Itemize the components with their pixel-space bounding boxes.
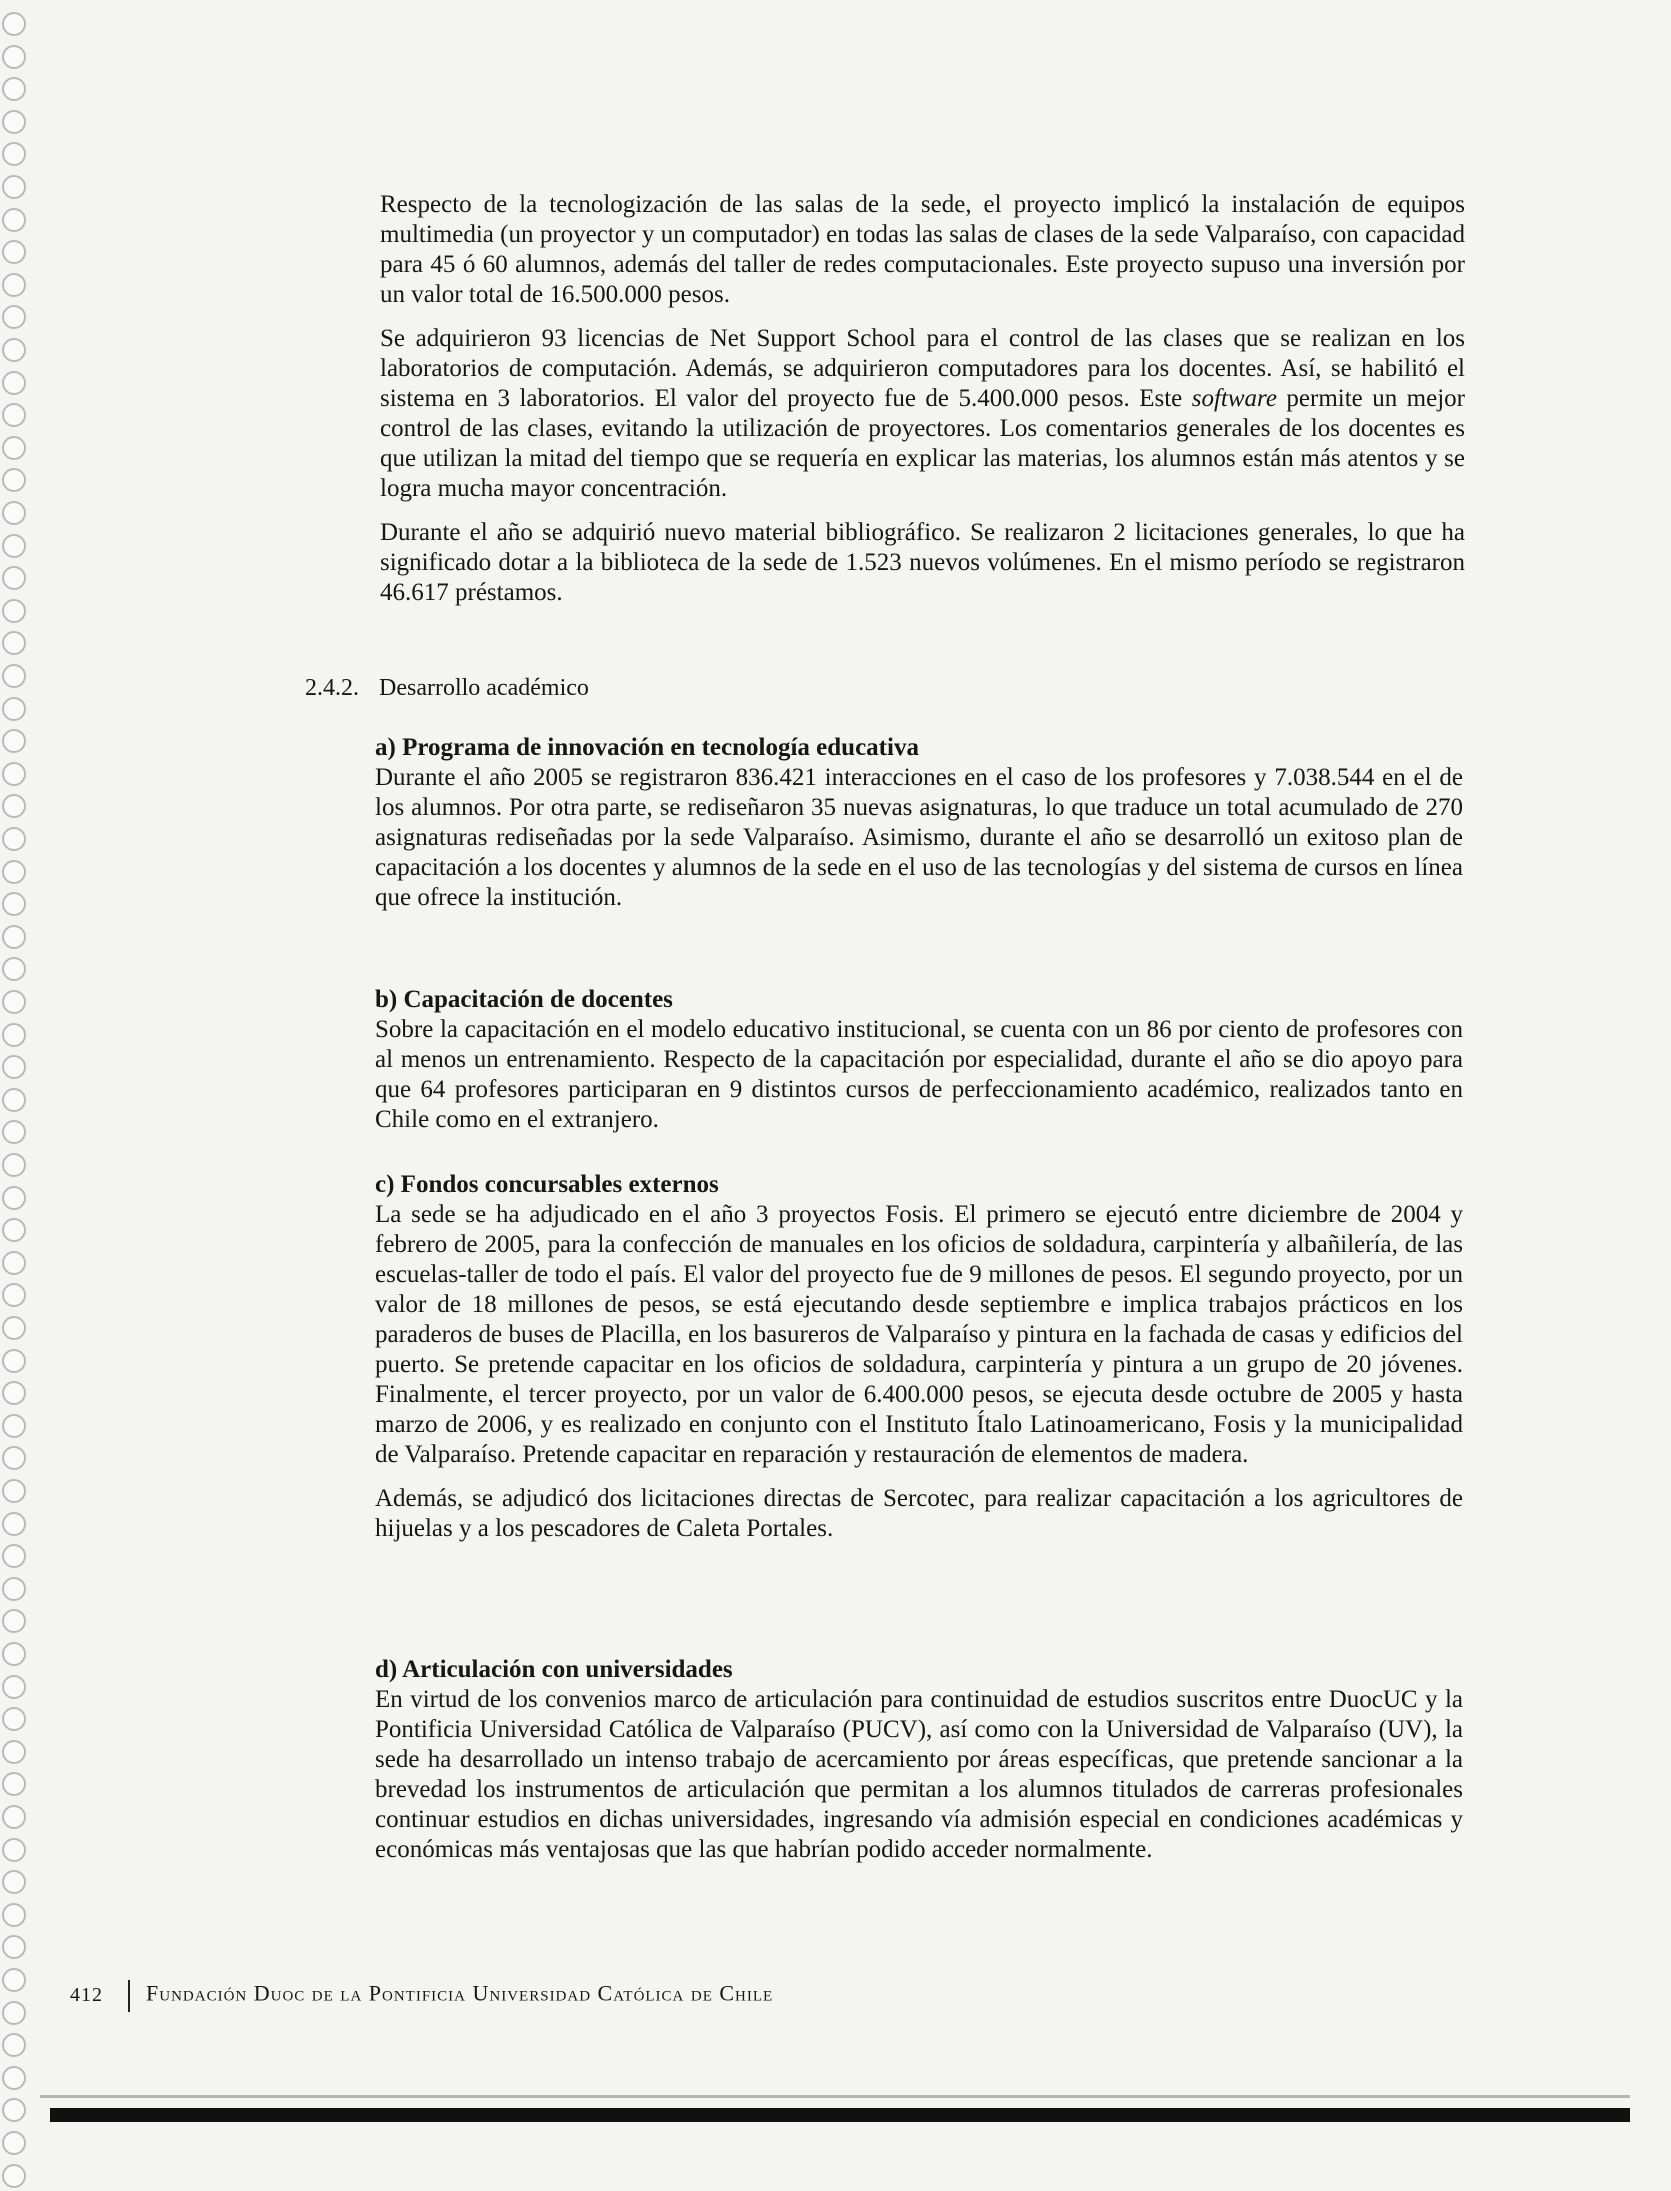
binder-hole [2, 664, 26, 688]
binder-hole [2, 729, 26, 753]
subsection-a [375, 733, 1463, 927]
binder-hole [2, 1414, 26, 1438]
subsection-paragraph: En virtud de los convenios marco de articulación para continuidad de estudios suscritos entre DuocUC y la Pontificia Universidad Católica de Valparaíso (PUCV), así como con la Universidad de Valparaíso (UV), la sede ha desarrollado un intenso trabajo de acercamiento por áreas específicas, que pretende sancionar a la brevedad los instrumentos de articulación que permitan a los alumnos titulados de carreras profesionales continuar estudios en dichas universidades, ingresando vía admisión especial en condiciones académicas y económicas más ventajosas que las que habrían podido acceder normalmente. [375, 1686, 1463, 1863]
binder-hole [2, 436, 26, 460]
section-title: Desarrollo académico [379, 675, 589, 701]
paragraph-licencias: Se adquirieron 93 licencias de Net Support School para el control de las clases que se realizan en los laboratorios de computación. Además, se adquirieron computadores para los docentes. Así, se habilitó el sistema en 3 laboratorios. El valor del proyecto fue de 5.400.000 pesos. Este software permite un mejor control de las clases, evitando la utilización de proyectores. Los comentarios generales de los docentes es que utilizan la mitad del tiempo que se requería en explicar las materias, los alumnos están más atentos y se logra mucha mayor concentración. [380, 325, 1465, 502]
binder-hole [2, 1153, 26, 1177]
binder-hole [2, 77, 26, 101]
binder-hole [2, 1316, 26, 1340]
binder-hole [2, 1772, 26, 1796]
binder-hole [2, 371, 26, 395]
binder-hole [2, 403, 26, 427]
binder-hole [2, 1088, 26, 1112]
binder-hole [2, 2164, 26, 2188]
footer-divider [128, 1980, 130, 2012]
binder-hole [2, 2001, 26, 2025]
binder-hole [2, 208, 26, 232]
section-number: 2.4.2. [305, 675, 359, 701]
binder-hole [2, 338, 26, 362]
binder-hole [2, 1642, 26, 1666]
binder-hole [2, 1479, 26, 1503]
binder-hole [2, 1935, 26, 1959]
bottom-rule [50, 2108, 1630, 2122]
binder-hole [2, 1968, 26, 1992]
paragraph-bibliografico: Durante el año se adquirió nuevo material bibliográfico. Se realizaron 2 licitaciones generales, lo que ha significado dotar a la biblioteca de la sede de 1.523 nuevos volúmenes. En el mismo período se registraron 46.617 préstamos. [380, 519, 1465, 606]
binder-hole [2, 1609, 26, 1633]
subsection-paragraph: Además, se adjudicó dos licitaciones directas de Sercotec, para realizar capacitación a los agricultores de hijuelas y a los pescadores de Caleta Portales. [375, 1485, 1463, 1542]
binder-hole [2, 240, 26, 264]
subsection-heading: a) Programa de innovación en tecnología educativa [375, 734, 919, 761]
binder-hole [2, 1577, 26, 1601]
binder-hole [2, 1120, 26, 1144]
binder-hole [2, 566, 26, 590]
subsection-heading: b) Capacitación de docentes [375, 986, 673, 1013]
subsection-paragraph: Sobre la capacitación en el modelo educativo institucional, se cuenta con un 86 por ciento de profesores con al menos un entrenamiento. Respecto de la capacitación por especialidad, durante el año se dio apoyo para que 64 profesores participaran en 9 distintos cursos de perfeccionamiento académico, realizados tanto en Chile como en el extranjero. [375, 1016, 1463, 1133]
subsection-heading: c) Fondos concursables externos [375, 1171, 719, 1198]
binder-hole [2, 2131, 26, 2155]
section-heading [305, 675, 589, 702]
binder-hole [2, 1707, 26, 1731]
publisher-name: Fundación Duoc de la Pontificia Universidad Católica de Chile [146, 1980, 774, 2006]
binder-hole [2, 1903, 26, 1927]
binder-hole [2, 501, 26, 525]
binder-hole [2, 45, 26, 69]
binder-hole [2, 1283, 26, 1307]
binder-holes [0, 0, 40, 2191]
binder-hole [2, 1838, 26, 1862]
binder-hole [2, 1381, 26, 1405]
binder-hole [2, 12, 26, 36]
binder-hole [2, 1870, 26, 1894]
binder-hole [2, 1675, 26, 1699]
binder-hole [2, 860, 26, 884]
binder-hole [2, 2098, 26, 2122]
binder-hole [2, 1349, 26, 1373]
binder-hole [2, 142, 26, 166]
binder-hole [2, 990, 26, 1014]
binder-hole [2, 273, 26, 297]
top-paragraphs [380, 190, 1465, 622]
binder-hole [2, 1805, 26, 1829]
binder-hole [2, 1740, 26, 1764]
binder-hole [2, 2066, 26, 2090]
subsection-heading: d) Articulación con universidades [375, 1656, 733, 1683]
binder-hole [2, 1446, 26, 1470]
binder-hole [2, 762, 26, 786]
binder-hole [2, 305, 26, 329]
binder-hole [2, 534, 26, 558]
binder-hole [2, 175, 26, 199]
binder-hole [2, 468, 26, 492]
binder-hole [2, 827, 26, 851]
page-number: 412 [70, 1983, 103, 2006]
binder-hole [2, 1512, 26, 1536]
paragraph-tecnologizacion: Respecto de la tecnologización de las salas de la sede, el proyecto implicó la instalación de equipos multimedia (un proyector y un computador) en todas las salas de clases de la sede Valparaíso, con capacidad para 45 ó 60 alumnos, además del taller de redes computacionales. Este proyecto supuso una inversión por un valor total de 16.500.000 pesos. [380, 191, 1465, 308]
binder-hole [2, 925, 26, 949]
subsection-b [375, 985, 1463, 1149]
binder-hole [2, 1186, 26, 1210]
binder-hole [2, 1055, 26, 1079]
binder-hole [2, 599, 26, 623]
bottom-rule-thin [40, 2095, 1630, 2098]
binder-hole [2, 1218, 26, 1242]
subsection-c [375, 1170, 1463, 1558]
subsection-paragraph: Durante el año 2005 se registraron 836.421 interacciones en el caso de los profesores y 7.038.544 en el de los alumnos. Por otra parte, se rediseñaron 35 nuevas asignaturas, lo que traduce un total acumulado de 270 asignaturas rediseñadas por la sede Valparaíso. Asimismo, durante el año se desarrolló un exitoso plan de capacitación a los docentes y alumnos de la sede en el uso de las tecnologías y del sistema de cursos en línea que ofrece la institución. [375, 764, 1463, 911]
binder-hole [2, 110, 26, 134]
binder-hole [2, 1023, 26, 1047]
subsection-paragraph: La sede se ha adjudicado en el año 3 proyectos Fosis. El primero se ejecutó entre diciembre de 2004 y febrero de 2005, para la confección de manuales en los oficios de soldadura, carpintería y albañilería, de las escuelas-taller de todo el país. El valor del proyecto fue de 9 millones de pesos. El segundo proyecto, por un valor de 18 millones de pesos, se está ejecutando desde septiembre e implica trabajos prácticos en los paraderos de buses de Placilla, en los basureros de Valparaíso y pintura en la fachada de casas y edificios del puerto. Se pretende capacitar en los oficios de soldadura, carpintería y pintura a un grupo de 20 jóvenes. Finalmente, el tercer proyecto, por un valor de 6.400.000 pesos, se ejecuta desde octubre de 2005 y hasta marzo de 2006, y es realizado en conjunto con el Instituto Ítalo Latinoamericano, Fosis y la municipalidad de Valparaíso. Pretende capacitar en reparación y restauración de elementos de madera. [375, 1201, 1463, 1468]
binder-hole [2, 697, 26, 721]
binder-hole [2, 2033, 26, 2057]
page-footer [70, 1980, 773, 2012]
subsection-d [375, 1655, 1463, 1879]
binder-hole [2, 1544, 26, 1568]
binder-hole [2, 957, 26, 981]
binder-hole [2, 1251, 26, 1275]
binder-hole [2, 794, 26, 818]
binder-hole [2, 631, 26, 655]
binder-hole [2, 892, 26, 916]
